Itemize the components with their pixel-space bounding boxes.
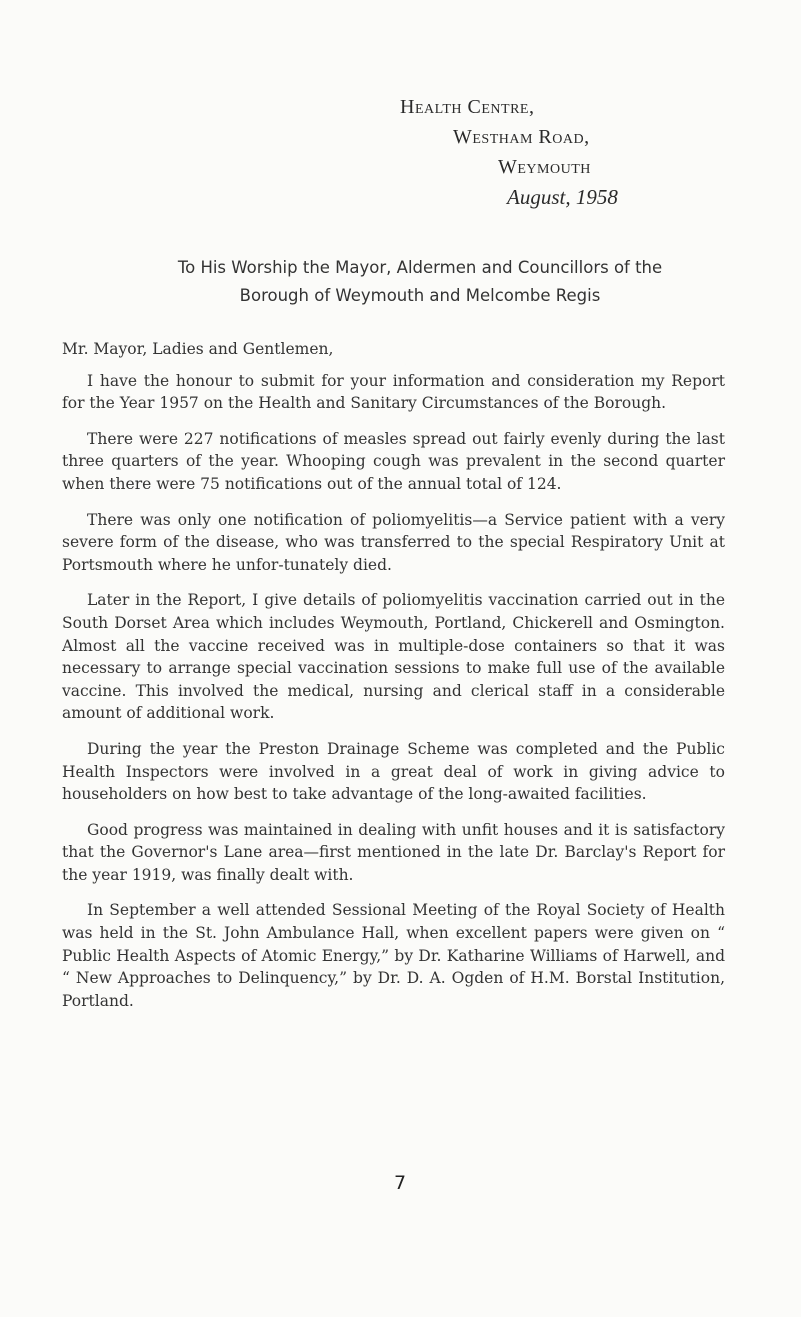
page-number: 7 bbox=[393, 1172, 407, 1194]
address-line-1: Health Centre, bbox=[400, 96, 535, 118]
addressee-block bbox=[90, 254, 750, 310]
salutation: Mr. Mayor, Ladies and Gentlemen, bbox=[62, 340, 334, 358]
address-line-3: Weymouth bbox=[498, 156, 591, 178]
paragraph-meeting: In September a well attended Sessional Meeting of the Royal Society of Health was held in the St. John Ambulance Hall, when excellent papers were given on “ Public Health Aspects of Atomic Energy,” by Dr. Katharine Williams of Harwell, and “ New Approaches to Delinquency,” by Dr. D. A. Ogden of H.M. Borstal Institution, Portland. bbox=[62, 901, 725, 1010]
paragraph-vaccination: Later in the Report, I give details of poliomyelitis vaccination carried out in the South Dorset Area which includes Weymouth, Portland, Chickerell and Osmington. Almost all the vaccine received was in multiple-dose containers so that it was necessary to arrange special vaccination sessions to make full use of the available vaccine. This involved the medical, nursing and clerical staff in a considerable amount of additional work. bbox=[62, 591, 725, 723]
paragraph-housing: Good progress was maintained in dealing with unfit houses and it is satisfactory that the Governor's Lane area—first mentioned in the late Dr. Barclay's Report for the year 1919, was finally dealt with. bbox=[62, 820, 725, 884]
addressee-line-2: Borough of Weymouth and Melcombe Regis bbox=[239, 286, 601, 305]
paragraph-poliomyelitis: There was only one notification of poliomyelitis—a Service patient with a very severe form of the disease, who was transferred to the special Respiratory Unit at Portsmouth where he unfor-tunately died. bbox=[62, 510, 725, 574]
sender-address bbox=[400, 92, 730, 212]
paragraph-drainage: During the year the Preston Drainage Scheme was completed and the Public Health Inspectors were involved in a great deal of work in giving advice to householders on how best to take advantage of the long-awaited facilities. bbox=[62, 739, 725, 804]
paragraph-report-intro: I have the honour to submit for your information and consideration my Report for the Year 1957 on the Health and Sanitary Circumstances of the Borough. bbox=[62, 371, 725, 413]
letter-date: August, 1958 bbox=[507, 185, 618, 209]
letter-body bbox=[62, 338, 725, 1025]
addressee-line-1: To His Worship the Mayor, Aldermen and Councillors of the bbox=[177, 258, 663, 277]
paragraph-measles: There were 227 notifications of measles spread out fairly evenly during the last three quarters of the year. Whooping cough was prevalent in the second quarter when there were 75 notifications out of the annual total of 124. bbox=[62, 429, 725, 493]
address-line-2: Westham Road, bbox=[453, 126, 590, 148]
